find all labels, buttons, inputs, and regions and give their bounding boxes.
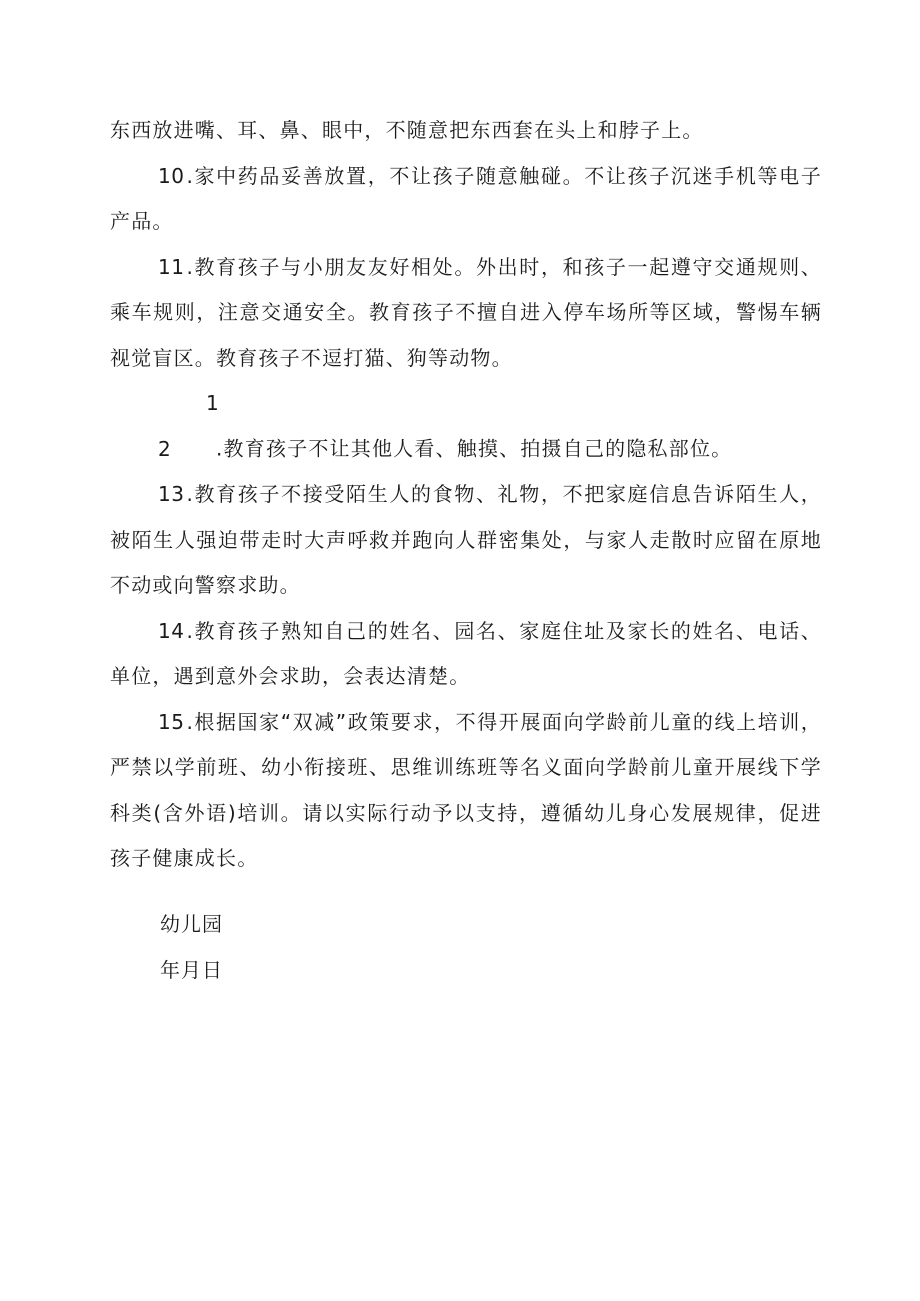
paragraph-item-12 [110,381,822,472]
item-number: 11 [158,254,185,279]
signature-date: 年月日 [160,958,223,982]
item-number: 15 [158,709,185,734]
paragraph-item-10 [110,154,822,245]
paragraph-continued [110,108,822,154]
paragraph-text: .教育孩子熟知自己的姓名、园名、家庭住址及家长的姓名、电话、单位，遇到意外会求助，会表达清楚。 [110,618,822,688]
item-number: 12 [158,391,220,461]
paragraph-text: .教育孩子不接受陌生人的食物、礼物，不把家庭信息告诉陌生人，被陌生人强迫带走时大声呼救并跑向人群密集处，与家人走散时应留在原地不动或向警察求助。 [110,482,822,597]
paragraph-text: .家中药品妥善放置，不让孩子随意触碰。不让孩子沉迷手机等电子产品。 [110,163,822,233]
item-number: 10 [158,163,185,188]
paragraph-item-11 [110,245,822,382]
paragraph-text: .教育孩子与小朋友友好相处。外出时，和孩子一起遵守交通规则、乘车规则，注意交通安全。教育孩子不擅自进入停车场所等区域，警惕车辆视觉盲区。教育孩子不逗打猫、狗等动物。 [110,254,822,370]
paragraph-item-14 [110,609,822,700]
paragraph-text: 东西放进嘴、耳、鼻、眼中，不随意把东西套在头上和脖子上。 [110,118,704,142]
paragraph-text: .根据国家“双减”政策要求，不得开展面向学龄前儿童的线上培训，严禁以学前班、幼小衔接班、思维训练班等名义面向学龄前儿童开展线下学科类(含外语)培训。请以实际行动予以支持，遵循幼儿身心发展规律，促进孩子健康成长。 [110,709,822,870]
paragraph-text: .教育孩子不让其他人看、触摸、拍摄自己的隐私部位。 [216,436,733,461]
item-number: 14 [158,618,185,643]
signature-organization: 幼儿园 [160,912,223,936]
paragraph-item-15 [110,700,822,882]
item-number: 13 [158,482,185,506]
paragraph-item-13 [110,472,822,609]
document-body [110,108,822,882]
